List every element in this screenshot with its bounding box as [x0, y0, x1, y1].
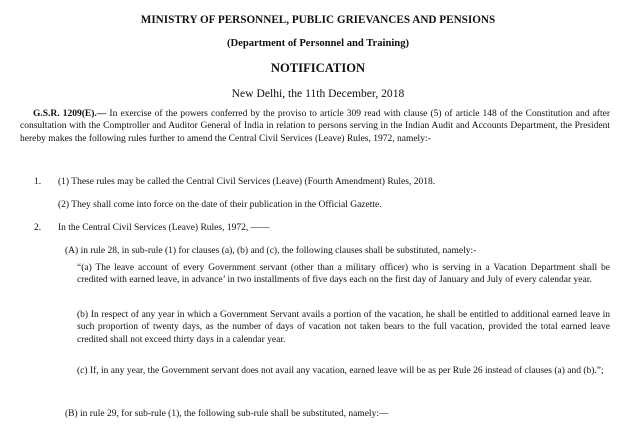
rule-1-sub-2: (2) They shall come into force on the date of their publication in the Official Gazette. — [58, 200, 382, 210]
ministry-heading: MINISTRY OF PERSONNEL, PUBLIC GRIEVANCES AND PENSIONS — [140, 14, 496, 26]
rule-1-number: 1. — [34, 177, 42, 187]
clause-a: “(a) The leave account of every Government servant (other than a military officer) who is serving in a Vacation Department shall be credited with earned leave, in advance’ in two installments of five days each on the first day of January and July of every calendar year. — [77, 263, 610, 286]
amendment-b: (B) in rule 29, for sub-rule (1), the following sub-rule shall be substituted, namely:— — [65, 409, 389, 419]
rule-1-sub-1: (1) These rules may be called the Central Civil Services (Leave) (Fourth Amendment) Rules, 2018. — [58, 177, 436, 187]
department-heading: (Department of Personnel and Training) — [226, 38, 410, 49]
dateline: New Delhi, the 11th December, 2018 — [231, 87, 405, 100]
gsr-number: G.S.R. 1209(E).— — [33, 109, 107, 119]
clause-b: (b) In respect of any year in which a Government Servant avails a portion of the vacation, he shall be entitled to additional earned leave in such proportion of twenty days, as the number of days of vacation not taken bears to the full vacation, provided the total earned leave credited shall not exceed thirty days in a calendar year. — [77, 310, 610, 345]
rule-2-text: In the Central Civil Services (Leave) Rules, 1972, —— — [58, 223, 270, 233]
notification-title: NOTIFICATION — [270, 61, 366, 75]
rule-2-number: 2. — [34, 223, 42, 233]
clause-c: (c) If, in any year, the Government servant does not avail any vacation, earned leave will be as per Rule 26 instead of clauses (a) and (b).”; — [77, 366, 604, 376]
amendment-a: (A) in rule 28, in sub-rule (1) for clauses (a), (b) and (c), the following clauses shall be substituted, namely:- — [65, 246, 477, 256]
intro-paragraph — [20, 108, 610, 145]
intro-text: In exercise of the powers conferred by the proviso to article 309 read with clause (5) of article 148 of the Constitution and after consultation with the Comptroller and Auditor General of India in relation to persons serving in the Indian Audit and Accounts Department, the President hereby makes the following rules further to amend the Central Civil Services (Leave) Rules, 1972, namely:- — [20, 109, 610, 144]
